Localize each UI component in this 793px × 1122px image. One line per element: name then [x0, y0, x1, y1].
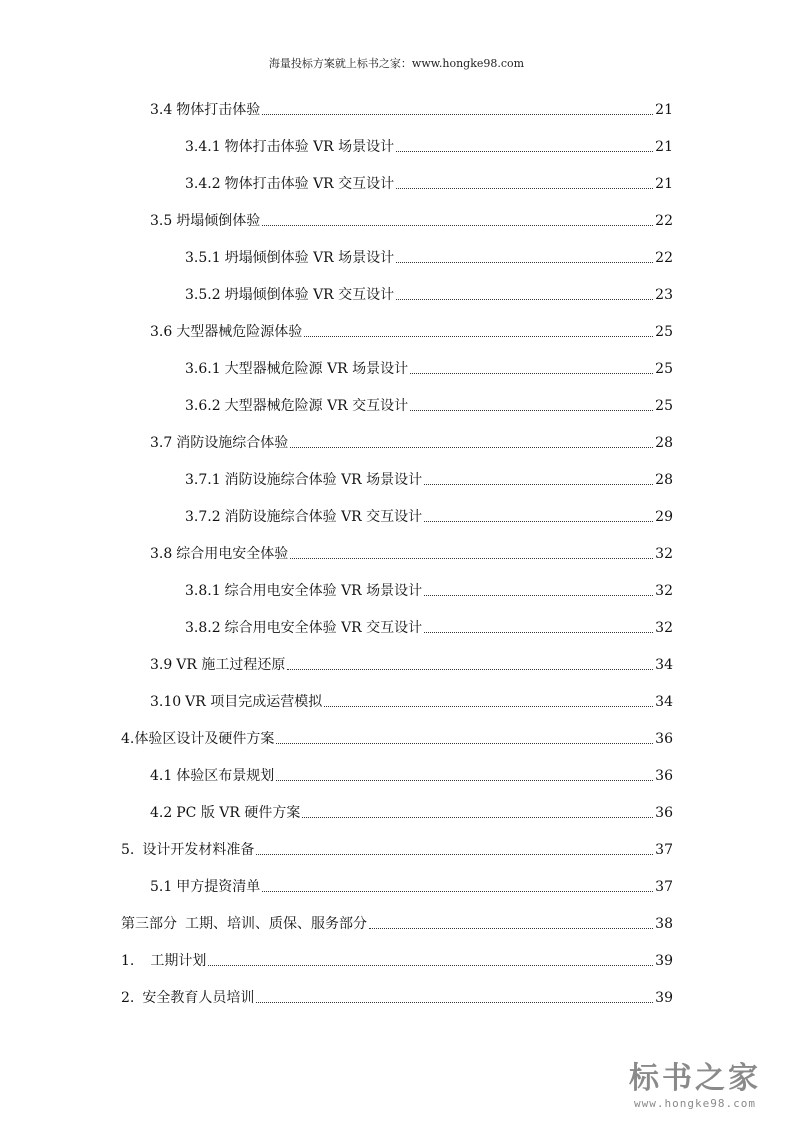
toc-page-number: 21: [655, 102, 673, 118]
toc-leader-dots: [304, 336, 653, 337]
toc-title: 消防设施综合体验: [176, 435, 289, 451]
toc-entry[interactable]: [121, 726, 673, 748]
toc-page-number: 22: [655, 213, 673, 229]
toc-entry[interactable]: [185, 467, 673, 489]
toc-number: 3.5: [150, 213, 173, 229]
toc-leader-dots: [256, 1002, 653, 1003]
toc-page-number: 37: [655, 842, 673, 858]
toc-leader-dots: [290, 447, 653, 448]
toc-title: 坍塌倾倒体验 VR 场景设计: [224, 250, 395, 266]
toc-page-number: 25: [655, 398, 673, 414]
toc-leader-dots: [396, 151, 653, 152]
toc-title: 综合用电安全体验: [176, 546, 289, 562]
toc-page-number: 36: [655, 805, 673, 821]
toc-title: 物体打击体验 VR 交互设计: [224, 176, 395, 192]
toc-title: 安全教育人员培训: [142, 990, 255, 1006]
toc-number: 3.4.1: [185, 139, 221, 155]
toc-leader-dots: [424, 521, 653, 522]
toc-number: 1.: [121, 953, 135, 969]
toc-number: 3.5.2: [185, 287, 221, 303]
toc-number: 3.5.1: [185, 250, 221, 266]
toc-entry[interactable]: [185, 245, 673, 267]
toc-leader-dots: [208, 965, 653, 966]
toc-entry[interactable]: [121, 948, 673, 970]
toc-leader-dots: [276, 743, 653, 744]
toc-leader-dots: [324, 706, 653, 707]
toc-number: 3.7: [150, 435, 173, 451]
watermark-logo: [615, 1061, 775, 1110]
toc-leader-dots: [424, 595, 653, 596]
toc-page-number: 28: [655, 435, 673, 451]
toc-page-number: 32: [655, 583, 673, 599]
toc-number: 3.6.2: [185, 398, 221, 414]
toc-title: 工期、培训、质保、服务部分: [185, 916, 367, 932]
toc-number: 3.7.2: [185, 509, 221, 525]
toc-page-number: 37: [655, 879, 673, 895]
toc-page-number: 38: [655, 916, 673, 932]
toc-title: 工期计划: [150, 953, 207, 969]
toc-entry[interactable]: [185, 134, 673, 156]
toc-entry[interactable]: [150, 430, 673, 452]
toc-entry[interactable]: [185, 282, 673, 304]
toc-page-number: 32: [655, 546, 673, 562]
toc-title: 消防设施综合体验 VR 场景设计: [224, 472, 423, 488]
toc-leader-dots: [287, 669, 653, 670]
toc-leader-dots: [262, 891, 653, 892]
toc-title: 大型器械危险源 VR 交互设计: [224, 398, 409, 414]
toc-title: 坍塌倾倒体验: [176, 213, 261, 229]
toc-page-number: 36: [655, 768, 673, 784]
toc-title: 体验区设计及硬件方案: [134, 731, 275, 747]
toc-number: 5.1: [150, 879, 173, 895]
toc-entry[interactable]: [185, 615, 673, 637]
toc-leader-dots: [410, 410, 653, 411]
toc-entry[interactable]: [185, 356, 673, 378]
toc-number: 5.: [121, 842, 135, 858]
toc-entry[interactable]: [121, 837, 673, 859]
toc-leader-dots: [369, 928, 653, 929]
toc-leader-dots: [290, 558, 653, 559]
watermark-url: www.hongke98.com: [634, 1097, 756, 1110]
toc-leader-dots: [396, 299, 653, 300]
toc-entry[interactable]: [121, 985, 673, 1007]
toc-title: 甲方提资清单: [176, 879, 261, 895]
toc-entry[interactable]: [150, 208, 673, 230]
toc-entry[interactable]: [150, 652, 673, 674]
toc-leader-dots: [276, 780, 653, 781]
toc-title: PC 版 VR 硬件方案: [176, 805, 301, 821]
toc-number: 3.8.1: [185, 583, 221, 599]
toc-number: 2.: [121, 990, 135, 1006]
toc-title: 大型器械危险源体验: [176, 324, 303, 340]
toc-page-number: 21: [655, 176, 673, 192]
toc-page-number: 25: [655, 324, 673, 340]
toc-page-number: 25: [655, 361, 673, 377]
toc-number: 3.4.2: [185, 176, 221, 192]
toc-number: 3.9: [150, 657, 173, 673]
toc-page-number: 39: [655, 953, 673, 969]
toc-page-number: 28: [655, 472, 673, 488]
toc-page-number: 23: [655, 287, 673, 303]
page-header: 海量投标方案就上标书之家：www.hongke98.com: [268, 57, 525, 70]
toc-leader-dots: [302, 817, 653, 818]
toc-entry[interactable]: [150, 97, 673, 119]
toc-page-number: 21: [655, 139, 673, 155]
toc-page-number: 34: [655, 694, 673, 710]
toc-title: 设计开发材料准备: [142, 842, 255, 858]
toc-title: VR 项目完成运营模拟: [185, 694, 323, 710]
toc-entry[interactable]: [185, 504, 673, 526]
toc-page-number: 39: [655, 990, 673, 1006]
toc-entry[interactable]: [150, 689, 673, 711]
toc-page-number: 32: [655, 620, 673, 636]
toc-page-number: 36: [655, 731, 673, 747]
toc-title: 大型器械危险源 VR 场景设计: [224, 361, 409, 377]
toc-leader-dots: [410, 373, 653, 374]
toc-number: 3.8.2: [185, 620, 221, 636]
toc-number: 3.4: [150, 102, 173, 118]
toc-title: 综合用电安全体验 VR 交互设计: [224, 620, 423, 636]
toc-leader-dots: [262, 114, 653, 115]
toc-page-number: 29: [655, 509, 673, 525]
toc-entry[interactable]: [185, 171, 673, 193]
toc-leader-dots: [396, 188, 653, 189]
toc-title: 体验区布景规划: [176, 768, 275, 784]
toc-number: 第三部分: [121, 916, 177, 932]
toc-title: 物体打击体验 VR 场景设计: [224, 139, 395, 155]
toc-leader-dots: [424, 484, 653, 485]
toc-number: 3.7.1: [185, 472, 221, 488]
toc-entry[interactable]: [150, 541, 673, 563]
toc-title: 消防设施综合体验 VR 交互设计: [224, 509, 423, 525]
toc-leader-dots: [424, 632, 653, 633]
toc-title: 坍塌倾倒体验 VR 交互设计: [224, 287, 395, 303]
toc-title: VR 施工过程还原: [176, 657, 286, 673]
toc-page-number: 22: [655, 250, 673, 266]
toc-entry[interactable]: [185, 578, 673, 600]
toc-number: 3.6: [150, 324, 173, 340]
toc-leader-dots: [262, 225, 653, 226]
toc-leader-dots: [256, 854, 653, 855]
toc-title: 综合用电安全体验 VR 场景设计: [224, 583, 423, 599]
toc-number: 4.: [121, 731, 135, 747]
toc-entry[interactable]: [121, 911, 673, 933]
toc-title: 物体打击体验: [176, 102, 261, 118]
toc-number: 4.2: [150, 805, 173, 821]
toc-number: 3.6.1: [185, 361, 221, 377]
toc-entry[interactable]: [150, 319, 673, 341]
toc-number: 4.1: [150, 768, 173, 784]
toc-entry[interactable]: [185, 393, 673, 415]
toc-page-number: 34: [655, 657, 673, 673]
toc-number: 3.10: [150, 694, 182, 710]
watermark-brand: 标书之家: [629, 1061, 761, 1096]
toc-entry[interactable]: [150, 763, 673, 785]
toc-entry[interactable]: [150, 800, 673, 822]
toc-number: 3.8: [150, 546, 173, 562]
toc-entry[interactable]: [150, 874, 673, 896]
toc-leader-dots: [396, 262, 653, 263]
